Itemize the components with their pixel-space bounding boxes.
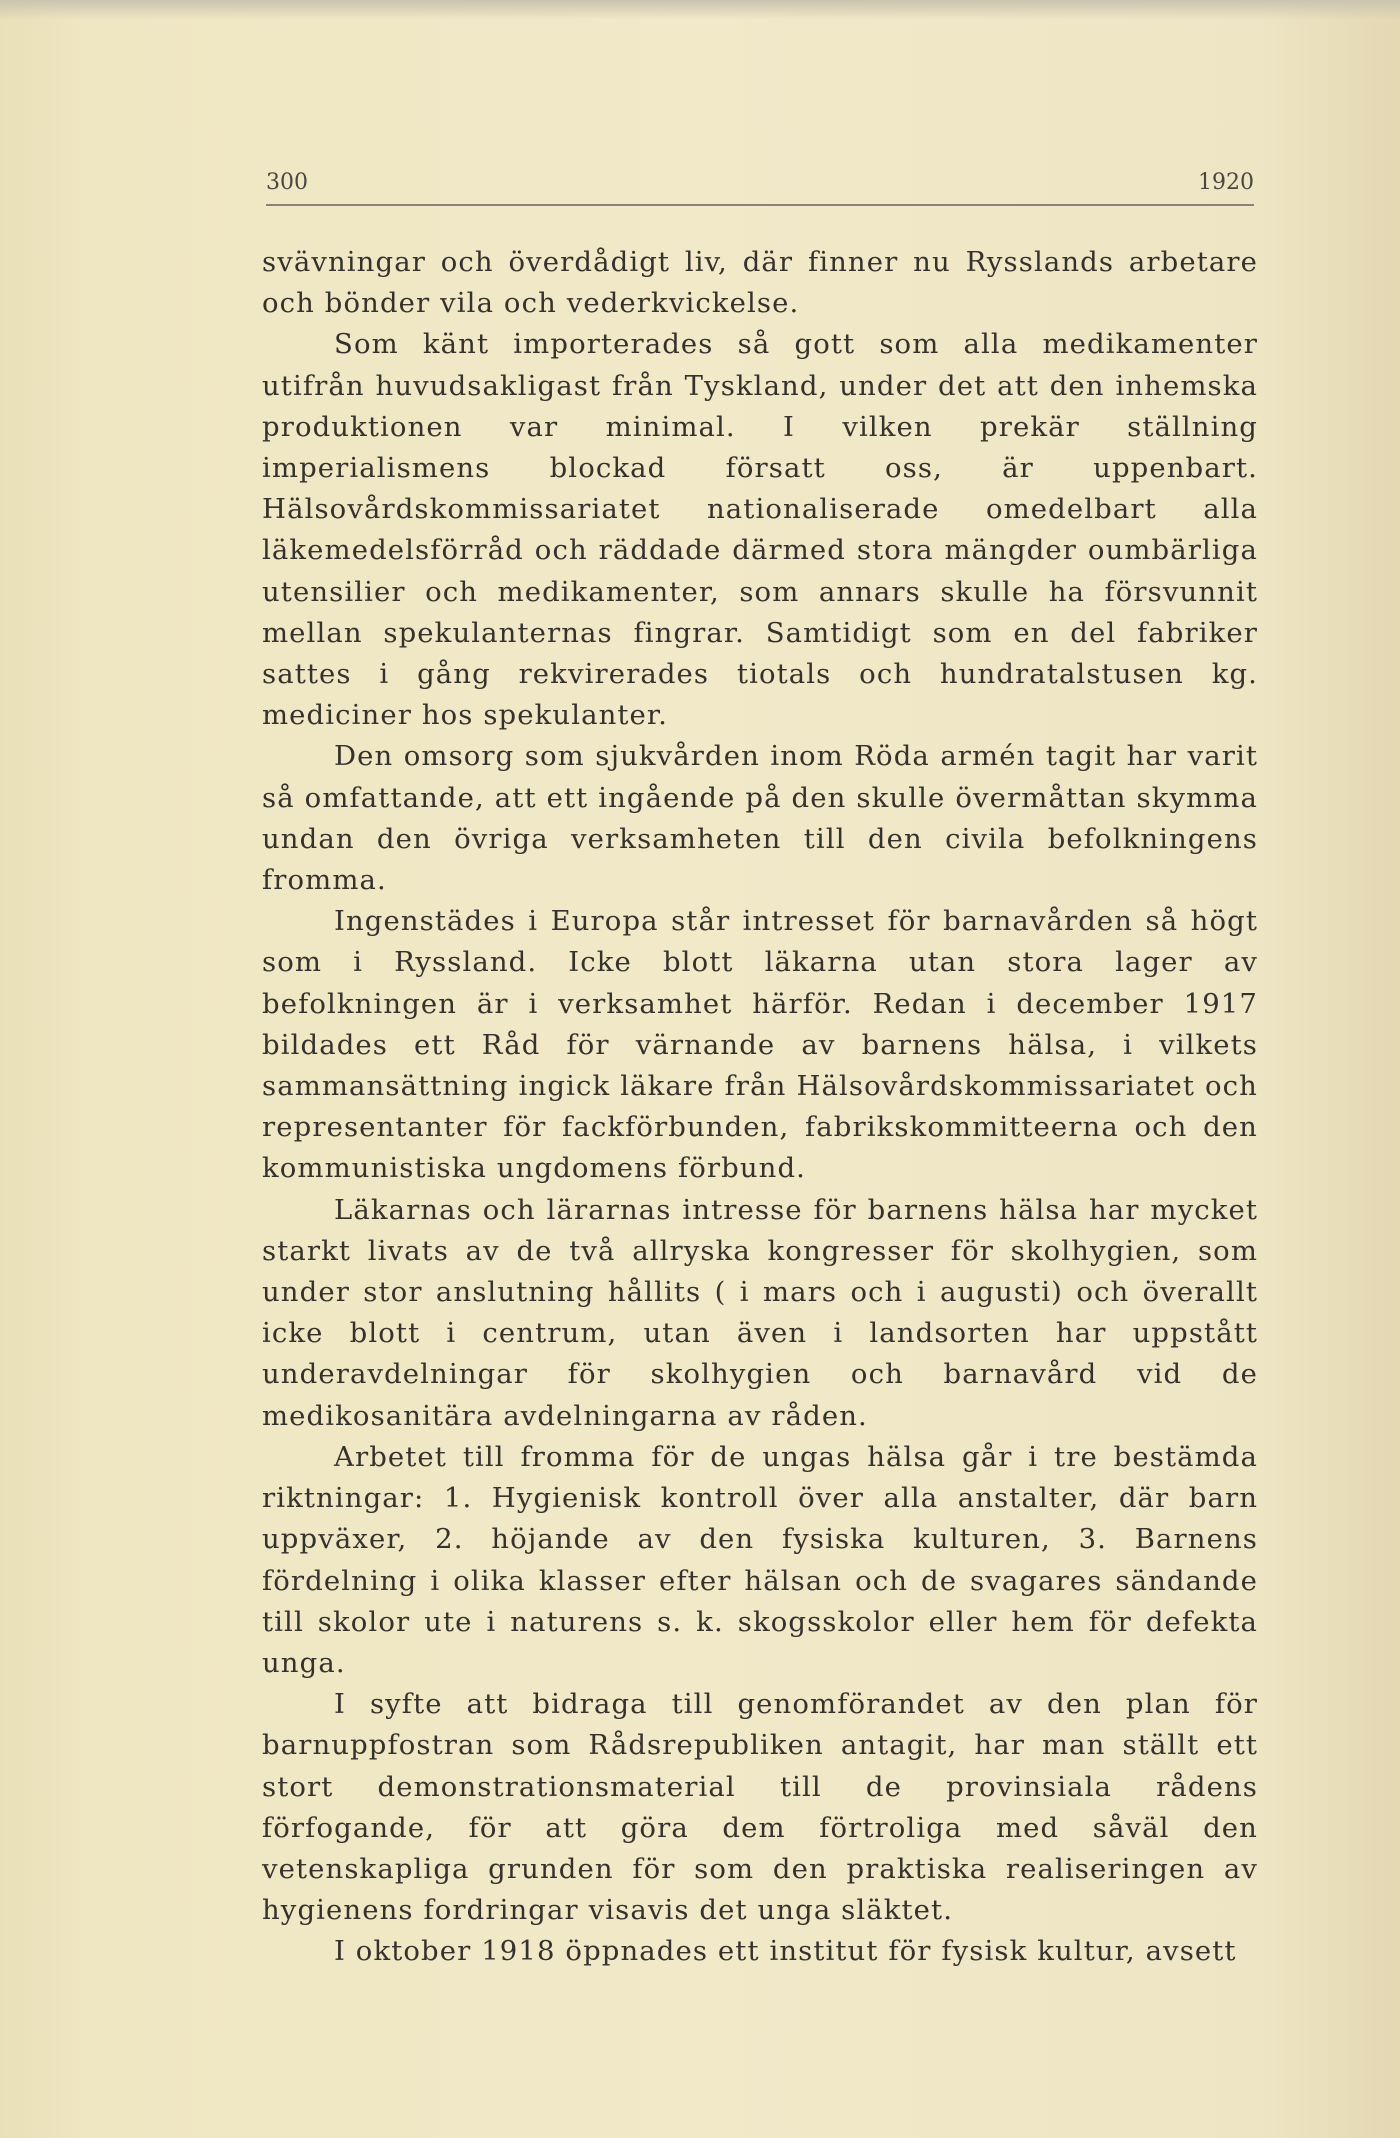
paragraph: svävningar och överdådigt liv, där finner nu Rysslands arbetare och bönder vila och vederkvickelse. <box>262 246 1258 320</box>
paragraph: I oktober 1918 öppnades ett institut för fysisk kultur, avsett <box>334 1935 1237 1968</box>
paragraph: Den omsorg som sjukvården inom Röda armén tagit har varit så omfattande, att ett ingående på den skulle övermåttan skymma undan den övriga verksamheten till den civila befolkningens fromma. <box>262 740 1258 897</box>
paragraph: I syfte att bidraga till genomförandet av den plan för barnuppfostran som Rådsrepubliken antagit, har man ställt ett stort demonstrationsmaterial till de provinsiala rådens förfogande, för att göra dem förtroliga med såväl den vetenskapliga grunden för som den praktiska realiseringen av hygienens fordringar visavis det unga släktet. <box>262 1688 1258 1927</box>
header-year: 1920 <box>1198 170 1254 195</box>
paragraph: Läkarnas och lärarnas intresse för barnens hälsa har mycket starkt livats av de två allryska kongresser för skolhygien, som under stor anslutning hållits ( i mars och i augusti) och överallt icke blott i centrum, utan även i landsorten har uppstått underavdelningar för skolhygien och barnavård vid de medikosanitära avdelningarna av råden. <box>262 1193 1258 1432</box>
running-header <box>266 164 1254 206</box>
page-number: 300 <box>266 170 308 195</box>
paragraph: Arbetet till fromma för de ungas hälsa går i tre bestämda riktningar: 1. Hygienisk kontroll över alla anstalter, där barn uppväxer, 2. höjande av den fysiska kulturen, 3. Barnens fördelning i olika klasser efter hälsan och de svagares sändande till skolor ute i naturens s. k. skogsskolor eller hem för defekta unga. <box>262 1440 1258 1679</box>
body-text <box>262 242 1258 1973</box>
paragraph: Som känt importerades så gott som alla medikamenter utifrån huvudsakligast från Tyskland, under det att den inhemska produktionen var minimal. I vilken prekär ställning imperialismens blockad försatt oss, är uppenbart. Hälsovårdskommissariatet nationaliserade omedelbart alla läkemedelsförråd och räddade därmed stora mängder oumbärliga utensilier och medikamenter, som annars skulle ha försvunnit mellan spekulanternas fingrar. Samtidigt som en del fabriker sattes i gång rekvirerades tiotals och hundratalstusen kg. mediciner hos spekulanter. <box>262 328 1258 732</box>
paragraph: Ingenstädes i Europa står intresset för barnavården så högt som i Ryssland. Icke blott läkarna utan stora lager av befolkningen är i verksamhet härför. Redan i december 1917 bildades ett Råd för värnande av barnens hälsa, i vilkets sammansättning ingick läkare från Hälsovårdskommissariatet och representanter för fackförbunden, fabrikskommitteerna och den kommunistiska ungdomens förbund. <box>262 905 1258 1185</box>
